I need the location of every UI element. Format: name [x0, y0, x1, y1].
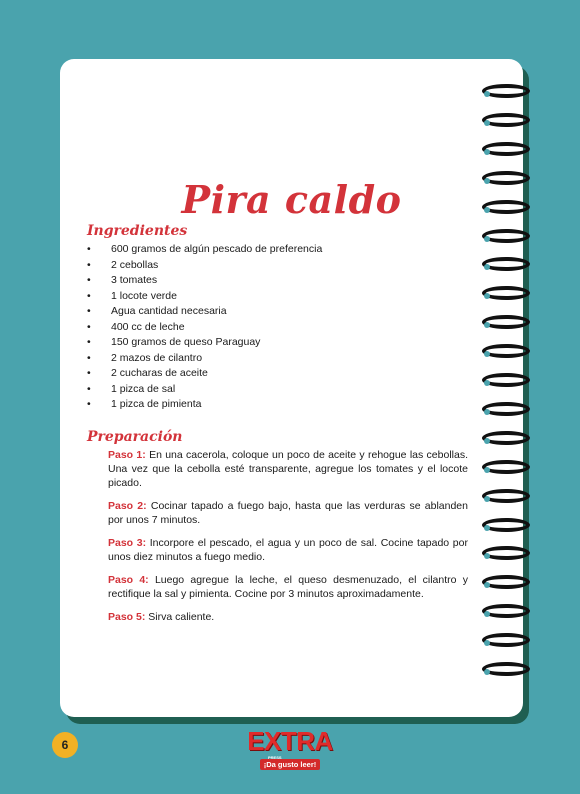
ingredients-list: [87, 242, 322, 413]
step-label: Paso 2:: [108, 500, 147, 512]
list-item: • 2 mazos de cilantro: [87, 351, 322, 367]
ring-icon: [482, 546, 530, 560]
step-4: [108, 573, 468, 601]
ring-icon: [482, 142, 530, 156]
page-number: 6: [52, 732, 78, 758]
step-text: Luego agregue la leche, el queso desmenuzado, el cilantro y rectifique la sal y pimienta. Cocine por 3 minutos aproximadamente.: [108, 574, 468, 600]
list-item: • 1 pizca de pimienta: [87, 397, 322, 413]
step-text: Sirva caliente.: [148, 611, 215, 623]
step-3: [108, 536, 468, 564]
preparation-steps: [108, 448, 468, 633]
ring-icon: [482, 575, 530, 589]
logo-text: EXTRA: [247, 726, 333, 756]
ring-icon: [482, 344, 530, 358]
list-item: • 1 pizca de sal: [87, 382, 322, 398]
step-label: Paso 5:: [108, 611, 146, 623]
logo-small-text: PRESS: [268, 755, 282, 760]
list-item: • 2 cebollas: [87, 258, 322, 274]
list-item: • 3 tomates: [87, 273, 322, 289]
step-1: [108, 448, 468, 490]
ring-icon: [482, 633, 530, 647]
ring-icon: [482, 460, 530, 474]
ring-icon: [482, 402, 530, 416]
ring-icon: [482, 604, 530, 618]
ring-icon: [482, 113, 530, 127]
spiral-binding-icon: [482, 84, 542, 704]
step-label: Paso 3:: [108, 537, 147, 549]
ring-icon: [482, 286, 530, 300]
preparation-heading: Preparación: [87, 429, 183, 445]
step-label: Paso 1:: [108, 449, 146, 461]
list-item: • 600 gramos de algún pescado de preferencia: [87, 242, 322, 258]
ring-icon: [482, 431, 530, 445]
recipe-title: Pira caldo: [181, 177, 402, 222]
ring-icon: [482, 229, 530, 243]
ring-icon: [482, 373, 530, 387]
list-item: • Agua cantidad necesaria: [87, 304, 322, 320]
recipe-card: [60, 59, 523, 717]
list-item: • 2 cucharas de aceite: [87, 366, 322, 382]
extra-logo: [240, 726, 340, 769]
step-label: Paso 4:: [108, 574, 149, 586]
step-text: Incorpore el pescado, el agua y un poco de sal. Cocine tapado por unos diez minutos a fuego medio.: [108, 537, 468, 563]
ring-icon: [482, 315, 530, 329]
ring-icon: [482, 84, 530, 98]
ring-icon: [482, 171, 530, 185]
step-2: [108, 499, 468, 527]
list-item: • 1 locote verde: [87, 289, 322, 305]
step-text: En una cacerola, coloque un poco de aceite y rehogue las cebollas. Una vez que la cebolla esté transparente, agregue los tomates y el locote picado.: [108, 449, 468, 489]
list-item: • 400 cc de leche: [87, 320, 322, 336]
step-text: Cocinar tapado a fuego bajo, hasta que las verduras se ablanden por unos 7 minutos.: [108, 500, 468, 526]
ring-icon: [482, 518, 530, 532]
ring-icon: [482, 200, 530, 214]
ring-icon: [482, 662, 530, 676]
list-item: • 150 gramos de queso Paraguay: [87, 335, 322, 351]
ingredients-heading: Ingredientes: [87, 223, 188, 239]
logo-tagline: ¡Da gusto leer!: [260, 759, 321, 770]
ring-icon: [482, 489, 530, 503]
ring-icon: [482, 257, 530, 271]
step-5: [108, 610, 468, 624]
